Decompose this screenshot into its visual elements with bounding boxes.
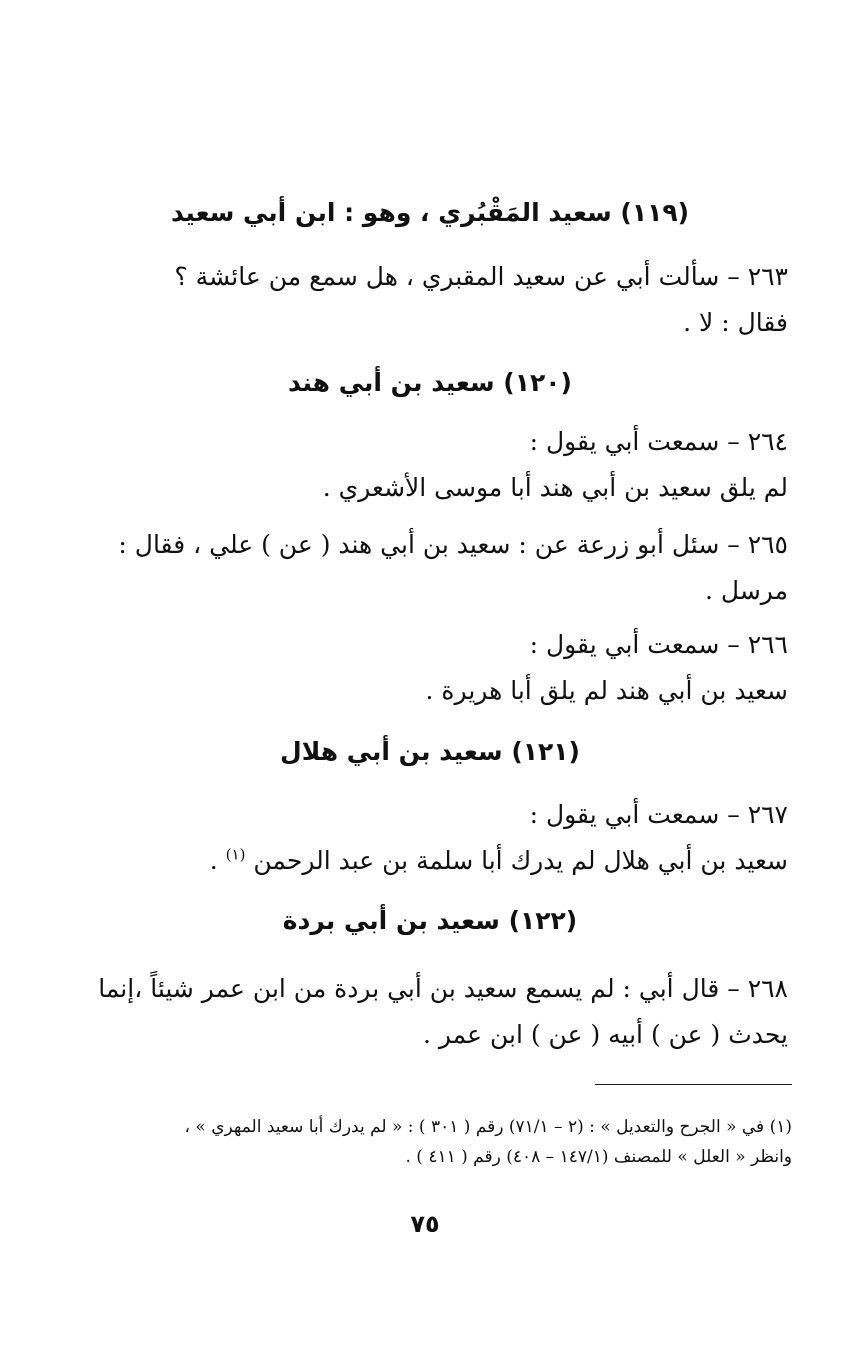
- entry-line: ٢٦٨ – قال أبي : لم يسمع سعيد بن أبي بردة من ابن عمر شيئاً ،إنما: [98, 974, 788, 1003]
- entry-263: [98, 254, 788, 346]
- entry-268: [98, 966, 788, 1058]
- entry-line: ٢٦٥ – سئل أبو زرعة عن : سعيد بن أبي هند ( عن ) علي ، فقال :: [118, 530, 788, 559]
- section-heading-120: (١٢٠) سعيد بن أبي هند: [288, 368, 572, 397]
- entry-line: فقال : لا .: [683, 308, 788, 337]
- footnote-line: وانظر « العلل » للمصنف (١٤٧/١ – ٤٠٨) رقم ( ٤١١ ) .: [405, 1147, 792, 1167]
- footnote-reference[interactable]: (١): [225, 845, 246, 864]
- entry-line-end: .: [209, 846, 226, 875]
- entry-line: ٢٦٦ – سمعت أبي يقول :: [529, 630, 788, 659]
- entry-265: [98, 522, 788, 614]
- entry-line: سعيد بن أبي هند لم يلق أبا هريرة .: [425, 676, 788, 705]
- entry-line: يحدث ( عن ) أبيه ( عن ) ابن عمر .: [422, 1020, 788, 1049]
- entry-line: مرسل .: [705, 576, 788, 605]
- entry-264: [98, 419, 788, 511]
- footnote-block: [92, 1112, 792, 1172]
- entry-line: ٢٦٣ – سألت أبي عن سعيد المقبري ، هل سمع من عائشة ؟: [174, 262, 788, 291]
- entry-line: ٢٦٤ – سمعت أبي يقول :: [529, 427, 788, 456]
- section-heading-119: (١١٩) سعيد المَقْبُري ، وهو : ابن أبي سعيد: [170, 198, 690, 227]
- section-heading-122: (١٢٢) سعيد بن أبي بردة: [282, 906, 578, 935]
- footnote-divider: [595, 1084, 792, 1085]
- footnote-line: (١) في « الجرح والتعديل » : (٢ – ٧١/١) رقم ( ٣٠١ ) : « لم يدرك أبا سعيد المهري » ،: [184, 1117, 792, 1137]
- page-number: ٧٥: [410, 1210, 440, 1238]
- entry-line: لم يلق سعيد بن أبي هند أبا موسى الأشعري .: [322, 473, 788, 502]
- entry-line: ٢٦٧ – سمعت أبي يقول :: [529, 800, 788, 829]
- entry-266: [98, 622, 788, 714]
- entry-267: [98, 792, 788, 884]
- entry-line-text: سعيد بن أبي هلال لم يدرك أبا سلمة بن عبد الرحمن: [253, 846, 788, 875]
- section-heading-121: (١٢١) سعيد بن أبي هلال: [280, 737, 580, 766]
- entry-line-with-footnote: [98, 838, 788, 884]
